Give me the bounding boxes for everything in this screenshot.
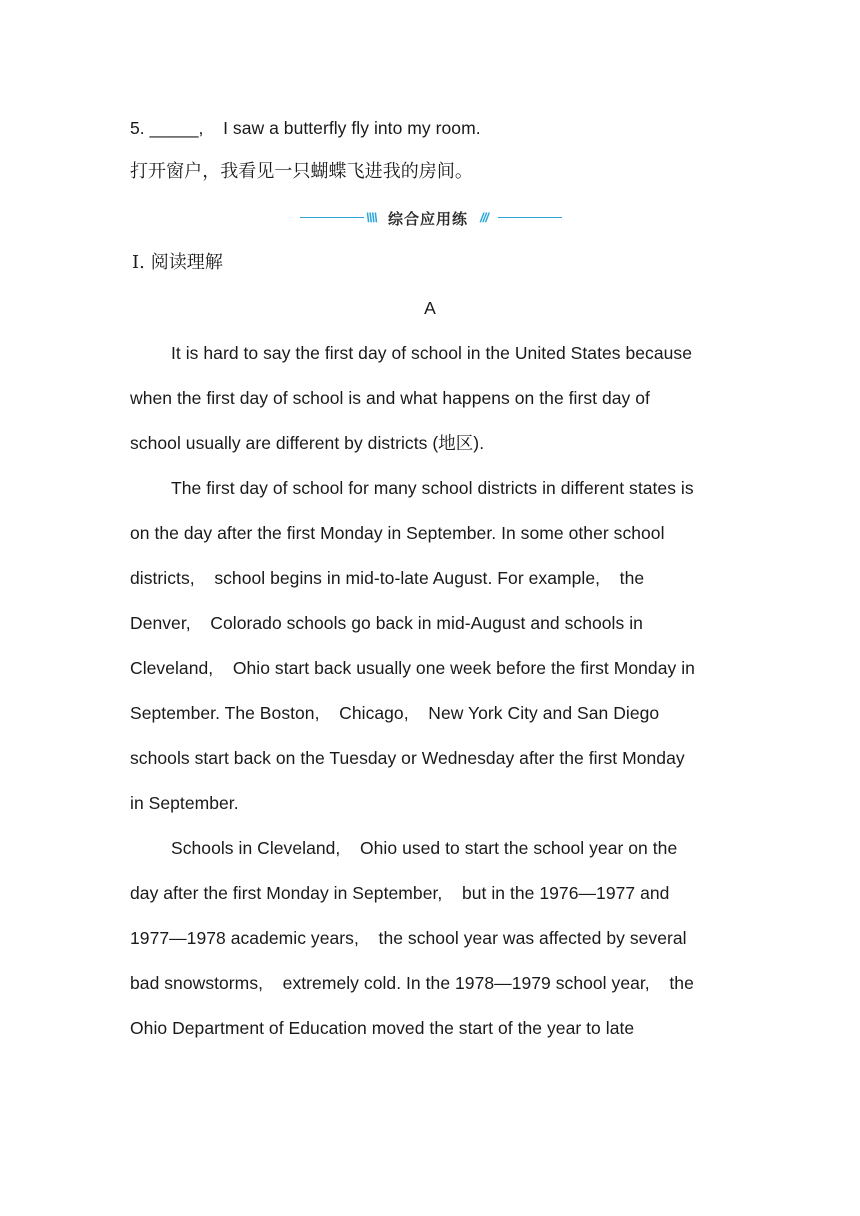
section-banner bbox=[300, 207, 562, 229]
passage-line: It is hard to say the first day of school in the United States because bbox=[171, 343, 693, 363]
passage-line: Cleveland, Ohio start back usually one week before the first Monday in bbox=[130, 658, 695, 678]
passage-line: Schools in Cleveland, Ohio used to start the school year on the bbox=[171, 838, 678, 858]
banner-right-hatch: /// bbox=[480, 210, 488, 225]
banner-left-rule bbox=[300, 217, 364, 218]
passage-line: schools start back on the Tuesday or Wednesday after the first Monday bbox=[130, 748, 685, 768]
banner-right-rule bbox=[498, 217, 562, 218]
passage-line: districts, school begins in mid-to-late August. For example, the bbox=[130, 568, 645, 588]
passage-line: when the first day of school is and what happens on the first day of bbox=[130, 388, 650, 408]
passage-line: 1977—1978 academic years, the school year was affected by several bbox=[130, 928, 687, 948]
passage-label: A bbox=[424, 298, 436, 318]
passage-line: Ohio Department of Education moved the start of the year to late bbox=[130, 1018, 635, 1038]
exercise-item-5-translation: 打开窗户，我看见一只蝴蝶飞进我的房间。 bbox=[130, 161, 473, 182]
exercise-item-5-sentence: 5. _____, I saw a butterfly fly into my room. bbox=[130, 118, 481, 138]
part-heading: Ⅰ. 阅读理解 bbox=[132, 252, 223, 273]
passage-line: The first day of school for many school districts in different states is bbox=[171, 478, 694, 498]
passage-line: Denver, Colorado schools go back in mid-August and schools in bbox=[130, 613, 643, 633]
section-title: 综合应用练 bbox=[388, 210, 469, 228]
passage-line: bad snowstorms, extremely cold. In the 1978—1979 school year, the bbox=[130, 973, 694, 993]
passage-line: on the day after the first Monday in September. In some other school bbox=[130, 523, 665, 543]
passage-line: school usually are different by districts (地区). bbox=[130, 433, 485, 453]
passage-line: day after the first Monday in September, but in the 1976—1977 and bbox=[130, 883, 670, 903]
passage-line: in September. bbox=[130, 793, 239, 813]
banner-left-hatch: \\\\ bbox=[366, 210, 377, 225]
passage-line: September. The Boston, Chicago, New York City and San Diego bbox=[130, 703, 660, 723]
